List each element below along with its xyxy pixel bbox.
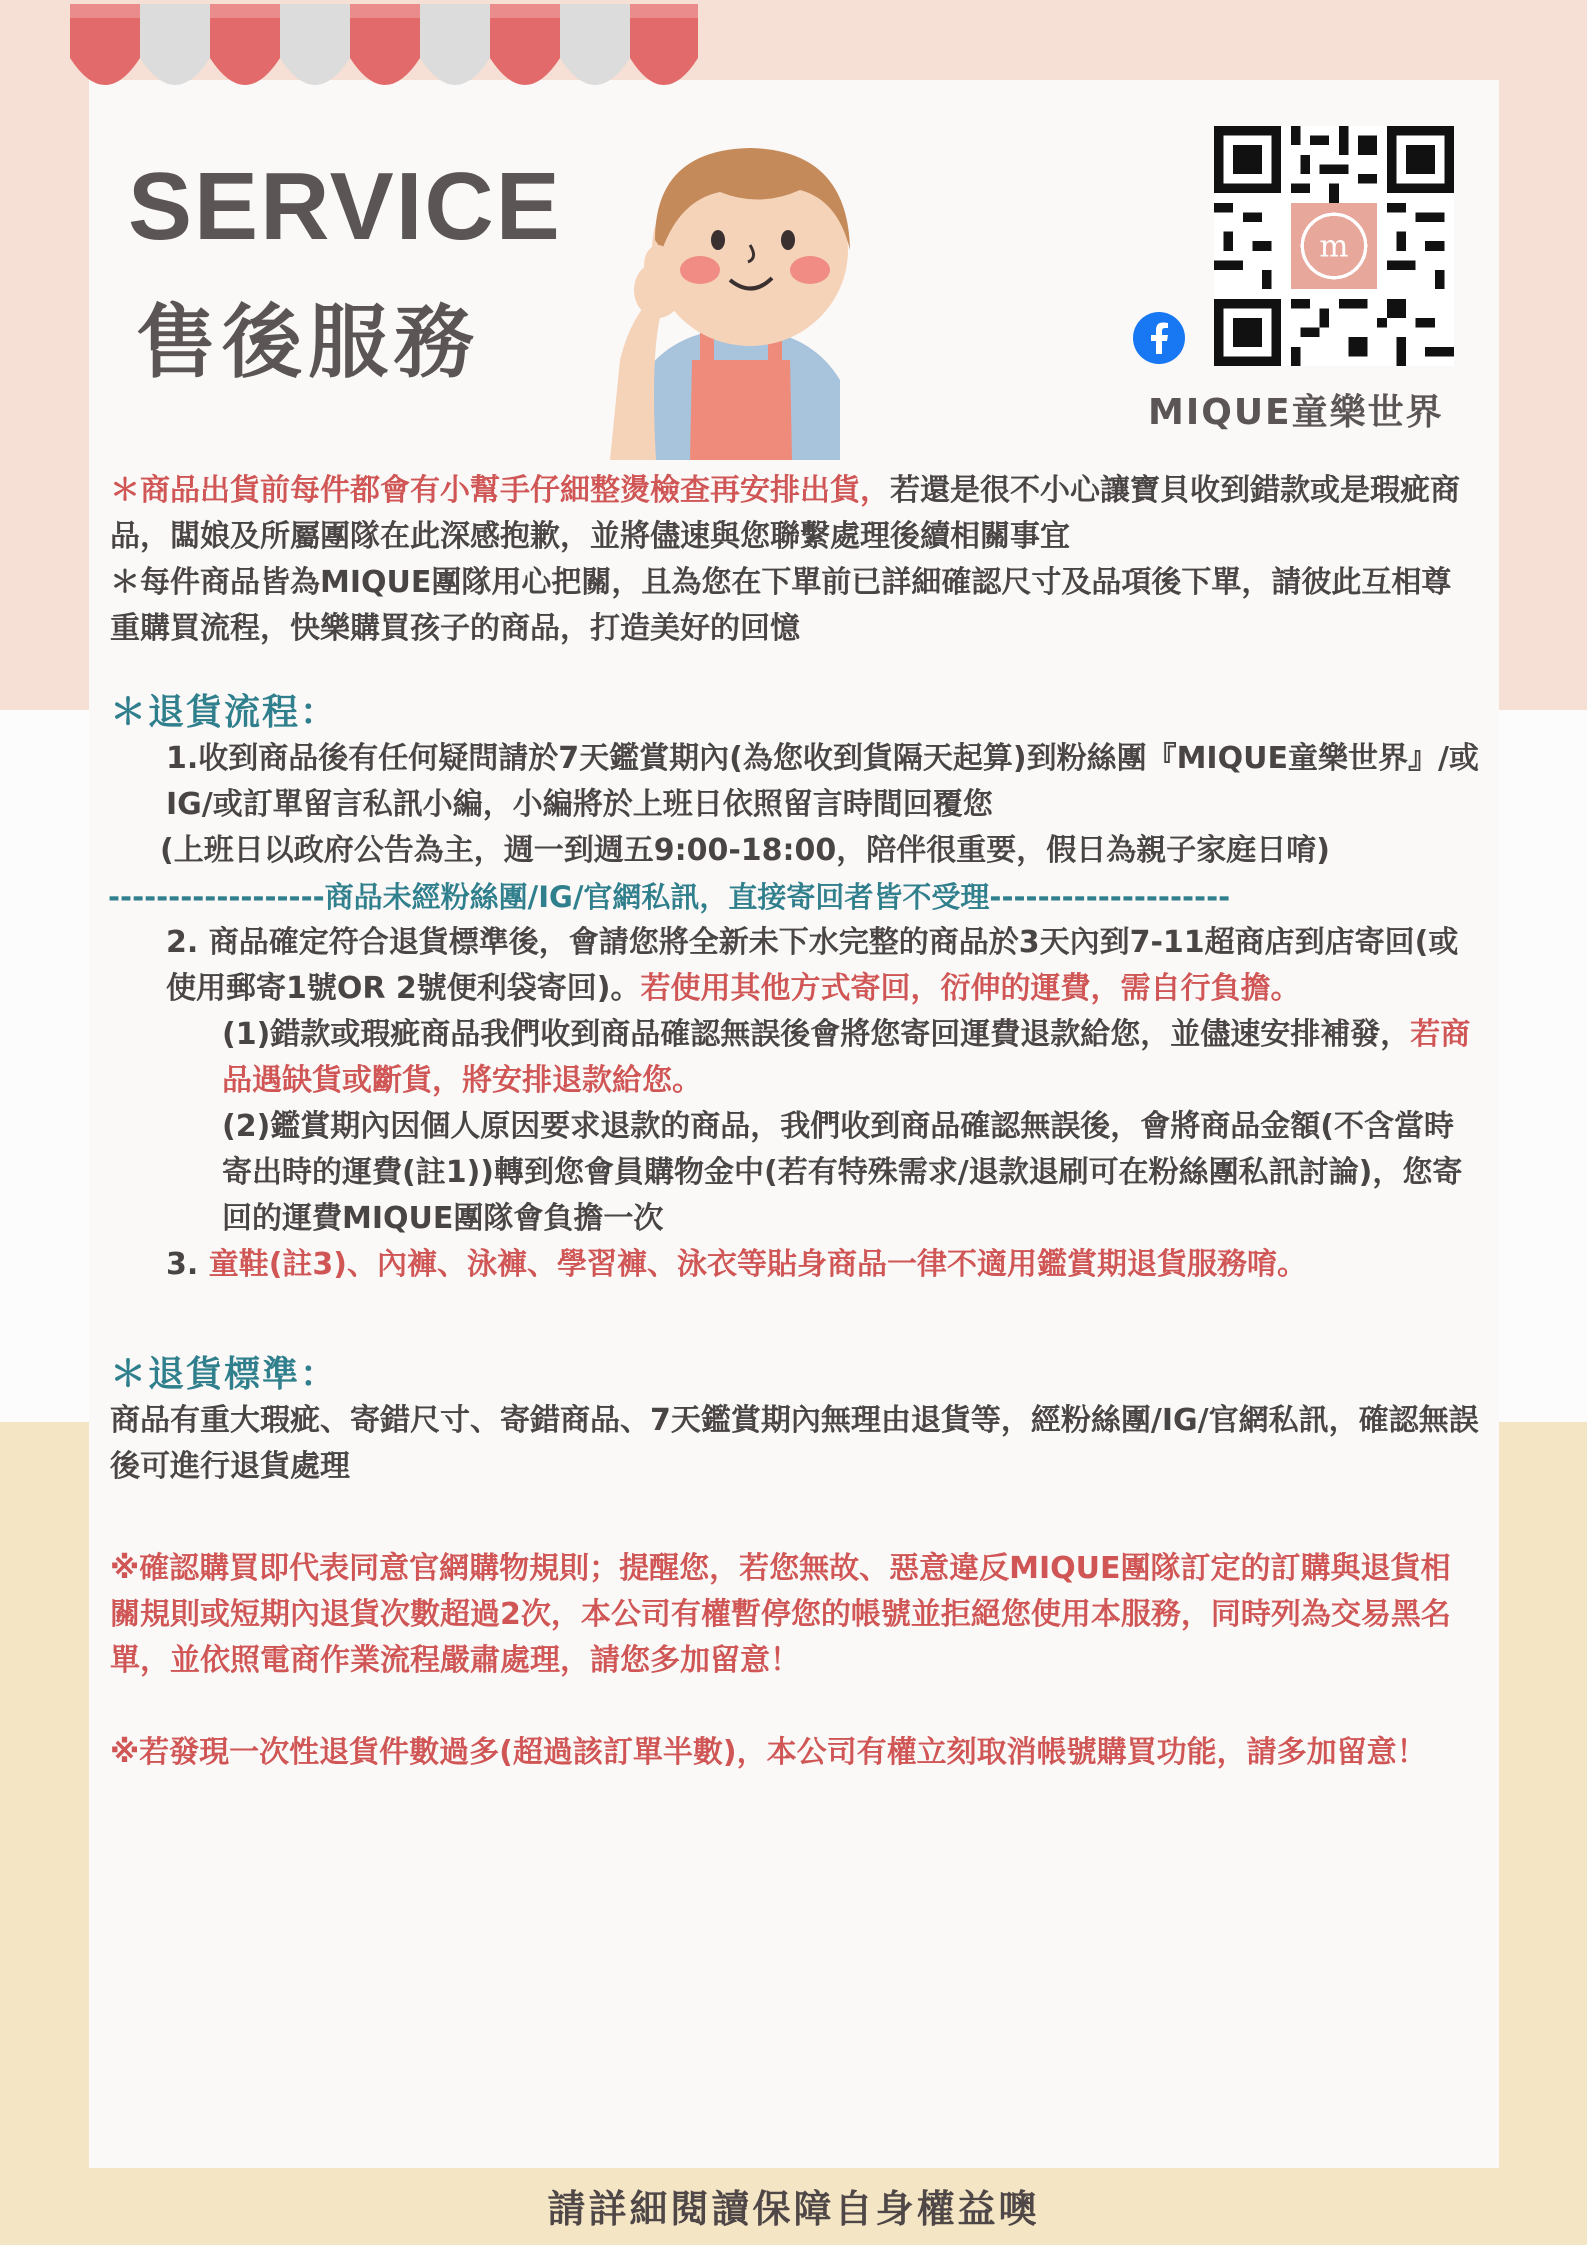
return-standard-heading: ＊退貨標準： <box>110 1354 339 1395</box>
return-step-2-sub-1 <box>110 1012 1480 1104</box>
return-process-heading: ＊退貨流程： <box>110 692 339 733</box>
intro-text: 若還是很不小心讓寶貝收到錯款或是瑕疵商品，闆娘及所屬團隊在此深感抱歉，並將儘速與您聯繫處理後續相關事宜 <box>110 473 1460 554</box>
return-step-1-note: (上班日以政府公告為主，週一到週五9:00-18:00，陪伴很重要，假日為親子家庭日唷) <box>160 833 1330 868</box>
qr-code-icon[interactable] <box>1214 126 1454 366</box>
return-step-3 <box>110 1242 1480 1288</box>
page-title-chinese: 售後服務 <box>136 296 480 389</box>
return-step-2-sub-2: (2)鑑賞期內因個人原因要求退款的商品，我們收到商品確認無誤後，會將商品金額(不含當時寄出時的運費(註1))轉到您會員購物金中(若有特殊需求/退款退刷可在粉絲團私訊討論)，您寄回的運費MIQUE團隊會負擔一次 <box>222 1109 1463 1236</box>
warning-2: ※若發現一次性退貨件數過多(超過該訂單半數)，本公司有權立刻取消帳號購買功能，請多加留意！ <box>110 1735 1427 1770</box>
warning-1: ※確認購買即代表同意官網購物規則；提醒您，若您無故、惡意違反MIQUE團隊訂定的訂購與退貨相關規則或短期內退貨次數超過2次，本公司有權暫停您的帳號並拒絕您使用本服務，同時列為交易黑名單，並依照電商作業流程嚴肅處理，請您多加留意！ <box>110 1551 1451 1678</box>
kid-illustration <box>600 130 880 460</box>
spacer <box>110 1684 1480 1730</box>
intro-highlight: ＊商品出貨前每件都會有小幫手仔細整燙檢查再安排出貨， <box>110 473 890 508</box>
return-notice: ------------------商品未經粉絲團/IG/官網私訊，直接寄回者皆不受理-------------------- <box>108 880 1231 914</box>
return-standard-text: 商品有重大瑕疵、寄錯尺寸、寄錯商品、7天鑑賞期內無理由退貨等，經粉絲團/IG/官網私訊，確認無誤後可進行退貨處理 <box>110 1403 1479 1484</box>
facebook-icon[interactable] <box>1133 312 1185 364</box>
page-title-english: SERVICE <box>128 153 562 260</box>
qr-logo-letter: m <box>1319 228 1349 265</box>
step-3-number: 3. <box>166 1247 209 1282</box>
return-step-1: 1.收到商品後有任何疑問請於7天鑑賞期內(為您收到貨隔天起算)到粉絲團『MIQUE童樂世界』/或IG/或訂單留言私訊小編，小編將於上班日依照留言時間回覆您 <box>166 741 1479 822</box>
spacer <box>110 1288 1480 1352</box>
footer-note: 請詳細閱讀保障自身權益噢 <box>547 2187 1040 2231</box>
intro-paragraph-1 <box>110 468 1480 560</box>
return-step-2 <box>110 920 1480 1012</box>
spacer <box>110 652 1480 690</box>
return-step-2-highlight: 若使用其他方式寄回，衍伸的運費，需自行負擔。 <box>640 971 1301 1006</box>
intro-paragraph-2: ＊每件商品皆為MIQUE團隊用心把關，且為您在下單前已詳細確認尺寸及品項後下單，請彼此互相尊重購買流程，快樂購買孩子的商品，打造美好的回憶 <box>110 565 1452 646</box>
brand-name: MIQUE童樂世界 <box>1148 392 1444 433</box>
main-content <box>110 468 1480 1776</box>
step-3-highlight: 童鞋(註3)、內褲、泳褲、學習褲、泳衣等貼身商品一律不適用鑑賞期退貨服務唷。 <box>208 1247 1308 1282</box>
sub-1-highlight: 若商品遇缺貨或斷貨，將安排退款給您。 <box>222 1017 1471 1098</box>
awning-icon <box>64 0 704 112</box>
return-step-2-text: 2. 商品確定符合退貨標準後，會請您將全新未下水完整的商品於3天內到7-11超商店到店寄回(或使用郵寄1號OR 2號便利袋寄回)。 <box>166 925 1459 1006</box>
spacer <box>110 1490 1480 1546</box>
sub-1-text: (1)錯款或瑕疵商品我們收到商品確認無誤後會將您寄回運費退款給您，並儘速安排補發， <box>222 1017 1411 1052</box>
